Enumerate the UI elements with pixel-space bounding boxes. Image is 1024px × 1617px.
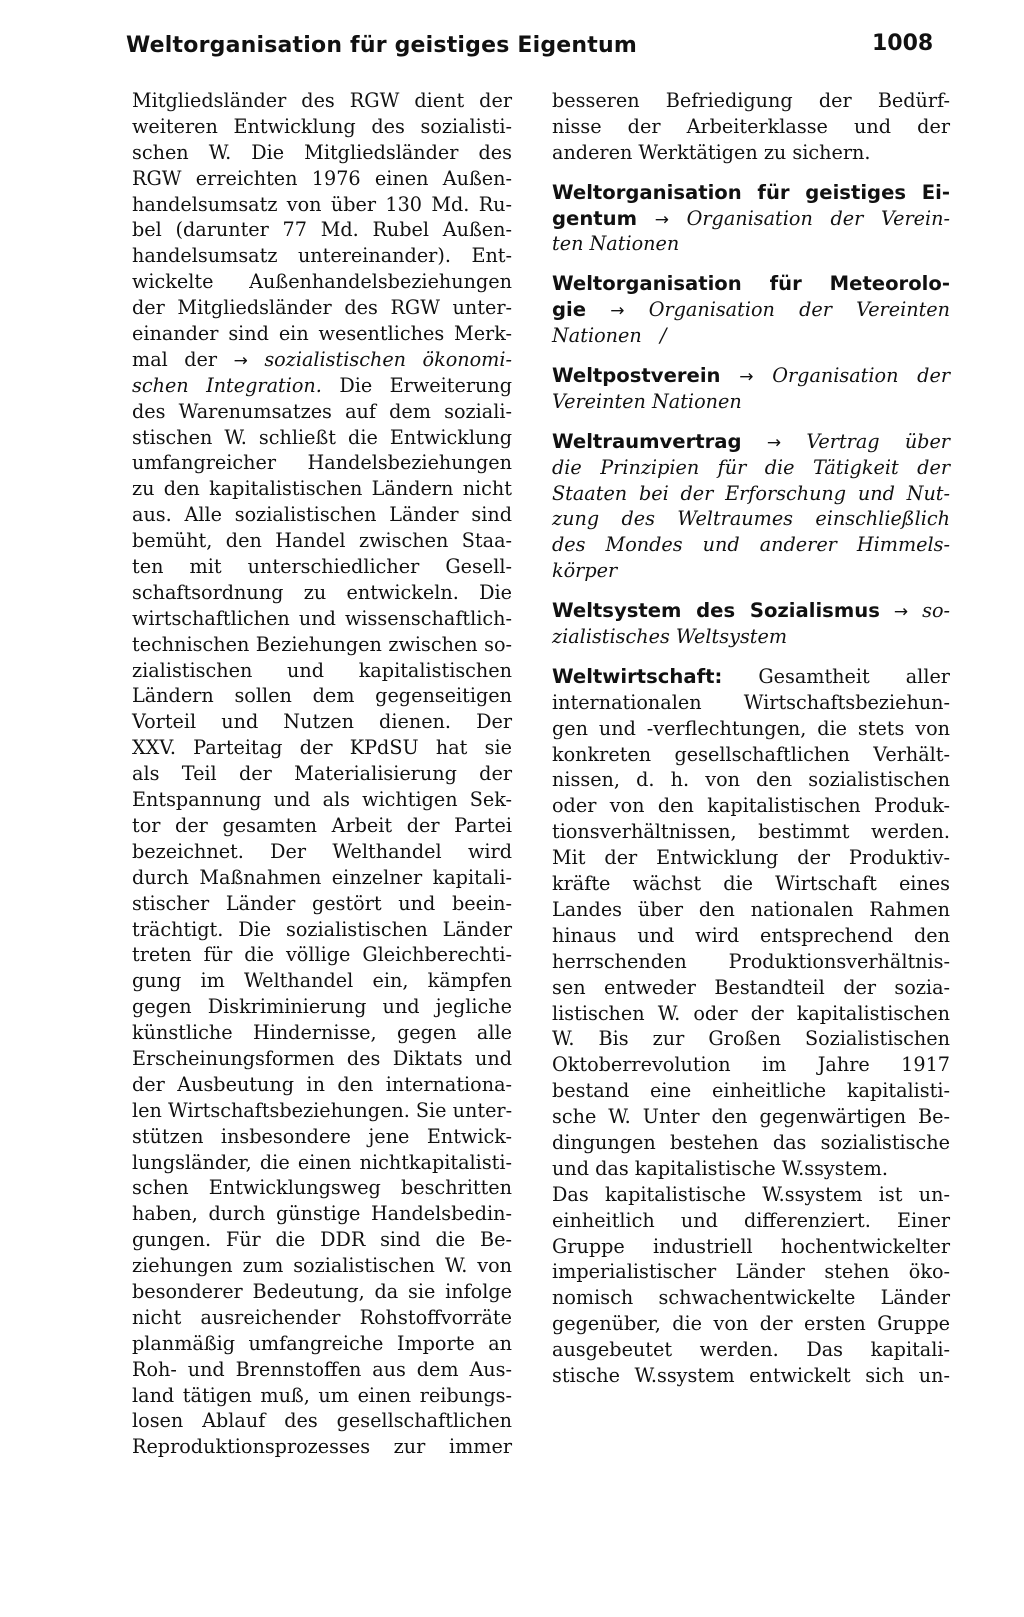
text-line: als Teil der Materialisierung der <box>132 762 512 786</box>
entry-weltraumvertrag <box>552 429 950 584</box>
text-line: kräfte wächst die Wirtschaft eines <box>552 872 950 896</box>
text-line-with-reference <box>132 373 512 399</box>
text-line: und das kapitalistische W.ssystem. <box>552 1156 888 1180</box>
text-line: schaftsordnung zu entwickeln. Die <box>132 580 512 604</box>
cross-reference-link[interactable]: des Mondes und anderer Himmels- <box>552 533 950 557</box>
entry-keyword: Weltorganisation für geistiges Ei- <box>552 180 950 204</box>
entry-line <box>552 389 950 415</box>
entry-line <box>552 180 950 206</box>
reference-arrow-icon: → <box>610 301 625 322</box>
cross-reference-link[interactable]: Staaten bei der Erforschung und Nut- <box>552 481 950 505</box>
entry-weltpostverein <box>552 363 950 415</box>
text-line: der Mitgliedsländer des RGW unter- <box>132 296 512 320</box>
text-line: schen W. Die Mitgliedsländer des <box>132 140 512 164</box>
text-line: zu den kapitalistischen Ländern nicht <box>132 477 512 501</box>
text-line: imperialistischer Länder stehen öko- <box>552 1260 950 1284</box>
text-line: Gruppe industriell hochentwickelter <box>552 1234 950 1258</box>
text-line: handelsumsatz von über 130 Md. Ru- <box>132 192 512 216</box>
text-line: bel (darunter 77 Md. Rubel Außen- <box>132 218 512 242</box>
text-line: sen entweder Bestandteil der sozia- <box>552 975 950 999</box>
cross-reference-link[interactable]: Vertrag über <box>806 429 950 453</box>
right-column <box>552 88 950 1389</box>
text-line: dingungen bestehen das sozialistische <box>552 1130 950 1154</box>
text-line: internationalen Wirtschaftsbeziehun- <box>552 690 950 714</box>
text-line: schen Entwicklungsweg beschritten <box>132 1176 512 1200</box>
entry-spacer <box>552 257 950 271</box>
entry-line <box>552 429 950 455</box>
text-line: len Wirtschaftsbeziehungen. Sie unter- <box>132 1098 513 1122</box>
text-line: planmäßig umfangreiche Importe an <box>132 1331 512 1355</box>
entry-line <box>552 206 950 232</box>
entry-keyword: Weltraumvertrag <box>552 429 742 453</box>
text-line: des Warenumsatzes auf dem soziali- <box>132 399 512 423</box>
cross-reference-link[interactable]: körper <box>552 559 618 583</box>
cross-reference-link[interactable]: Organisation der <box>772 364 950 388</box>
entry-spacer <box>552 349 950 363</box>
text-line: nomisch schwachentwickelte Länder <box>552 1286 950 1310</box>
text-line: Mitgliedsländer des RGW dient der <box>132 89 512 112</box>
reference-arrow-icon: → <box>233 350 248 371</box>
text-line: oder von den kapitalistischen Produk- <box>552 794 950 818</box>
text-line: ausgebeutet werden. Das kapitali- <box>552 1338 950 1362</box>
text-line: Das kapitalistische W.ssystem ist un- <box>552 1182 950 1206</box>
text-fragment: Die Erweiterung <box>339 373 513 397</box>
text-line: Oktoberrevolution im Jahre 1917 <box>552 1053 950 1077</box>
entry-line <box>552 323 950 349</box>
cross-reference-link[interactable]: zialistisches Weltsystem <box>552 625 788 649</box>
text-line: bezeichnet. Der Welthandel wird <box>132 839 512 863</box>
text-line: haben, durch günstige Handelsbedin- <box>132 1202 512 1226</box>
text-line: Entspannung und als wichtigen Sek- <box>132 788 512 812</box>
text-line: RGW erreichten 1976 einen Außen- <box>132 166 512 190</box>
text-line: hinaus und wird entsprechend den <box>552 923 950 947</box>
text-line: Reproduktionsprozesses zur immer <box>132 1435 512 1459</box>
entry-weltorganisation-meteorologie <box>552 271 950 349</box>
text-line: gegen Diskriminierung und jegliche <box>132 995 512 1019</box>
entry-spacer <box>552 584 950 598</box>
text-line: wirtschaftlichen und wissenschaftlich- <box>132 606 512 630</box>
text-line: treten für die völlige Gleichberechti- <box>132 943 512 967</box>
text-line: gegenüber, die von der ersten Gruppe <box>552 1312 950 1336</box>
text-line: tor der gesamten Arbeit der Partei <box>132 813 512 837</box>
cross-reference-link[interactable]: so- <box>922 599 950 623</box>
text-line: technischen Beziehungen zwischen so- <box>132 632 512 656</box>
cross-reference-link[interactable]: zung des Weltraumes einschließlich <box>552 507 950 531</box>
left-column <box>132 88 512 1460</box>
entry-keyword: Weltwirtschaft: <box>552 664 723 688</box>
reference-arrow-icon: → <box>654 209 669 230</box>
text-line: losen Ablauf des gesellschaftlichen <box>132 1409 512 1433</box>
entry-keyword: gentum <box>552 206 637 230</box>
text-line: Roh- und Brennstoffen aus dem Aus- <box>132 1357 512 1381</box>
cross-reference-link[interactable]: die Prinzipien für die Tätigkeit der <box>552 455 950 479</box>
entry-line <box>552 664 950 690</box>
text-line: handelsumsatz untereinander). Ent- <box>132 244 512 268</box>
text-line: Landes über den nationalen Rahmen <box>552 897 950 921</box>
text-line: trächtigt. Die sozialistischen Länder <box>132 917 512 941</box>
text-line: besonderer Bedeutung, da sie infolge <box>132 1279 512 1303</box>
text-line: weiteren Entwicklung des sozialisti- <box>132 114 512 138</box>
text-line: herrschenden Produktionsverhältnis- <box>552 949 950 973</box>
entry-keyword: Weltorganisation für Meteorolo- <box>552 272 950 296</box>
text-line: einander sind ein wesentliches Merk- <box>132 322 512 346</box>
entry-spacer <box>552 650 950 664</box>
text-line: tionsverhältnissen, bestimmt werden. <box>552 820 950 844</box>
text-line: Mit der Entwicklung der Produktiv- <box>552 846 950 870</box>
text-line: Ländern sollen dem gegenseitigen <box>132 684 512 708</box>
text-line: der Ausbeutung in den internationa- <box>132 1072 512 1096</box>
cross-reference-link[interactable]: sozialistischen ökonomi- <box>264 347 512 371</box>
text-line: gungen. Für die DDR sind die Be- <box>132 1228 512 1252</box>
text-line: umfangreicher Handelsbeziehungen <box>132 451 512 475</box>
running-head: Weltorganisation für geistiges Eigentum <box>126 33 637 58</box>
entry-weltorganisation-geistiges-eigentum <box>552 180 950 258</box>
text-line: stischer Länder gestört und beein- <box>132 891 512 915</box>
entry-spacer <box>552 166 950 180</box>
text-line: ten mit unterschiedlicher Gesell- <box>132 555 512 579</box>
text-line: besseren Befriedigung der Bedürf- <box>552 89 950 112</box>
text-fragment: mal der <box>132 347 218 371</box>
text-line: anderen Werktätigen zu sichern. <box>552 140 871 164</box>
reference-arrow-icon: → <box>739 367 754 388</box>
entry-weltwirtschaft <box>552 664 950 1389</box>
page-number: 1008 <box>872 31 934 56</box>
entry-keyword: Weltpostverein <box>552 364 721 388</box>
text-line: bemüht, den Handel zwischen Staa- <box>132 529 512 553</box>
entry-keyword: gie <box>552 298 587 322</box>
reference-arrow-icon: → <box>766 432 782 453</box>
entry-spacer <box>552 415 950 429</box>
text-line-with-reference <box>132 347 512 373</box>
text-line: durch Maßnahmen einzelner kapitali- <box>132 865 512 889</box>
cross-reference-link[interactable]: ten Nationen <box>552 232 680 256</box>
text-line: bestand eine einheitliche kapitalisti- <box>552 1079 950 1103</box>
entry-line <box>552 271 950 297</box>
text-line: wickelte Außenhandelsbeziehungen <box>132 270 512 294</box>
text-line: ziehungen zum sozialistischen W. von <box>132 1254 512 1278</box>
entry-keyword: Weltsystem des Sozialismus <box>552 599 880 623</box>
text-line: land tätigen muß, um einen reibungs- <box>132 1383 512 1407</box>
text-line: listischen W. oder der kapitalistischen <box>552 1001 950 1025</box>
entry-line <box>552 363 950 389</box>
text-line: XXV. Parteitag der KPdSU hat sie <box>132 736 512 760</box>
text-line: gung im Welthandel ein, kämpfen <box>132 969 512 993</box>
text-line: aus. Alle sozialistischen Länder sind <box>132 503 512 527</box>
text-line: sche W. Unter den gegenwärtigen Be- <box>552 1105 950 1129</box>
cross-reference-link[interactable]: Organisation der Vereinten <box>648 298 950 322</box>
text-line: gen und -verflechtungen, die stets von <box>552 716 950 740</box>
text-line: nicht ausreichender Rohstoffvorräte <box>132 1305 512 1329</box>
cross-reference-link[interactable]: Organisation der Verein- <box>686 206 950 230</box>
entry-weltsystem-des-sozialismus <box>552 598 950 650</box>
text-line: stische W.ssystem entwickelt sich un- <box>552 1363 950 1387</box>
text-line: lungsländer, die einen nichtkapitalisti- <box>132 1150 512 1174</box>
text-line: künstliche Hindernisse, gegen alle <box>132 1021 512 1045</box>
text-line: konkreten gesellschaftlichen Verhält- <box>552 742 950 766</box>
cross-reference-link[interactable]: Nationen <box>552 324 642 348</box>
entry-line <box>552 231 950 257</box>
text-line: W. Bis zur Großen Sozialistischen <box>552 1027 950 1051</box>
text-line: Erscheinungsformen des Diktats und <box>132 1046 512 1070</box>
cross-reference-link[interactable]: Vereinten Nationen <box>552 389 742 413</box>
definition-text: Gesamtheit aller <box>758 664 950 688</box>
stray-mark: / <box>660 324 667 348</box>
cross-reference-link[interactable]: schen Integration. <box>132 373 322 397</box>
entry-line <box>552 297 950 323</box>
text-line: nissen, d. h. von den sozialistischen <box>552 768 950 792</box>
text-line: zialistischen und kapitalistischen <box>132 658 512 682</box>
text-line: nisse der Arbeiterklasse und der <box>552 114 950 138</box>
text-line: Vorteil und Nutzen dienen. Der <box>132 710 512 734</box>
text-line: stützen insbesondere jene Entwick- <box>132 1124 512 1148</box>
entry-line <box>552 598 950 624</box>
text-line: stischen W. schließt die Entwicklung <box>132 425 512 449</box>
reference-arrow-icon: → <box>893 602 909 623</box>
text-line: einheitlich und differenziert. Einer <box>552 1208 950 1232</box>
